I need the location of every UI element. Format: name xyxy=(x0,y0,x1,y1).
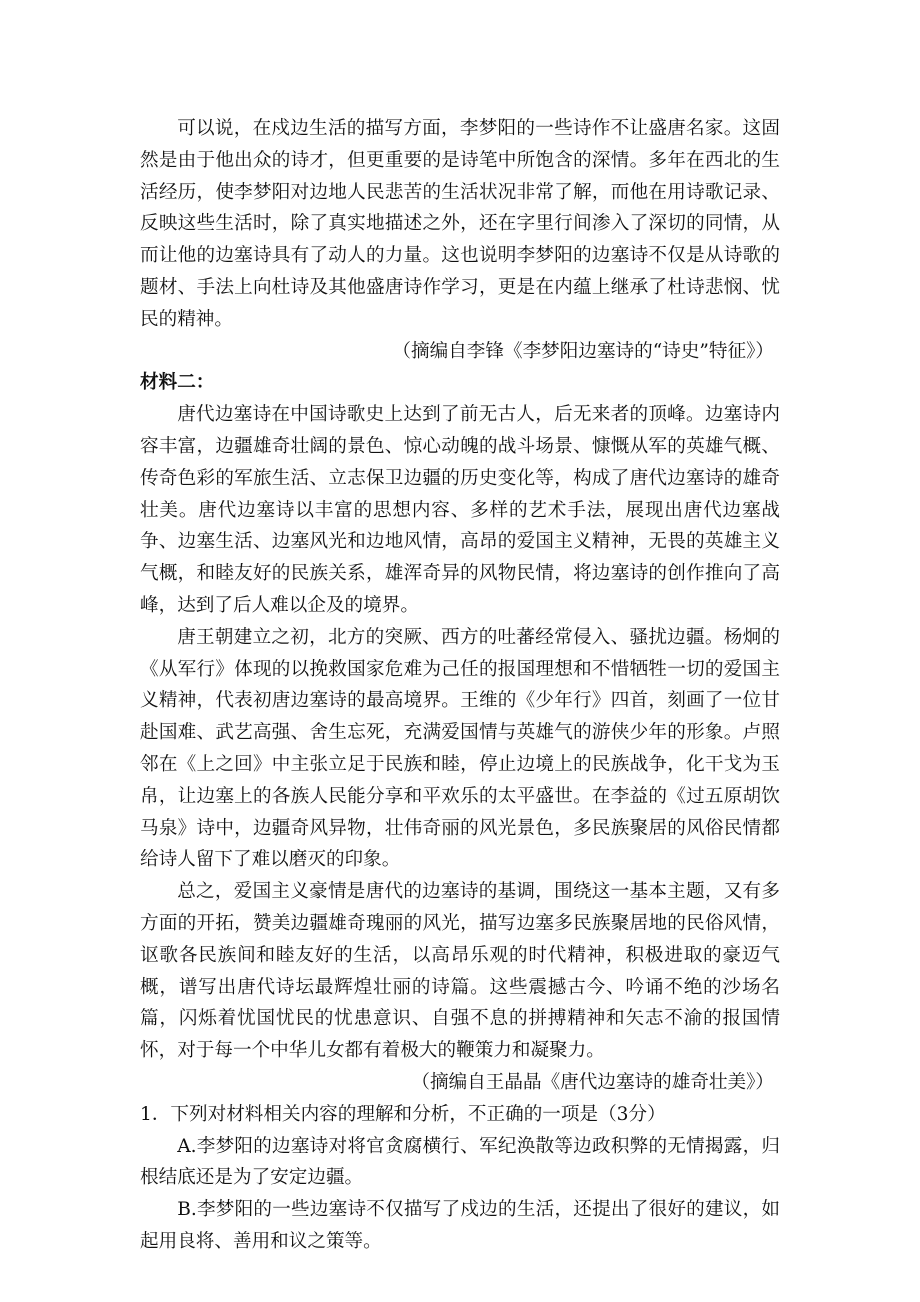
question-1-option-a: A.李梦阳的边塞诗对将官贪腐横行、军纪涣散等边政积弊的无情揭露，归根结底还是为了安定边疆。 xyxy=(140,1135,780,1189)
paragraph-tang-frontier-poetry: 唐代边塞诗在中国诗歌史上达到了前无古人，后无来者的顶峰。边塞诗内容丰富，边疆雄奇壮阔的景色、惊心动魄的战斗场景、慷慨从军的英雄气概、传奇色彩的军旅生活、立志保卫边疆的历史变化等，构成了唐代边塞诗的雄奇壮美。唐代边塞诗以丰富的思想内容、多样的艺术手法，展现出唐代边塞战争、边塞生活、边塞风光和边地风情，高昂的爱国主义精神，无畏的英雄主义气概，和睦友好的民族关系，雄浑奇异的风物民情，将边塞诗的创作推向了高峰，达到了后人难以企及的境界。 xyxy=(140,404,780,616)
question-1-option-b: B.李梦阳的一些边塞诗不仅描写了戍边的生活，还提出了很好的建议，如起用良将、善用和议之策等。 xyxy=(140,1199,780,1252)
material-2-heading: 材料二： xyxy=(140,372,215,394)
document-page xyxy=(140,113,780,1258)
source-citation-1: （摘编自李锋《李梦阳边塞诗的“诗史”特征》） xyxy=(392,340,774,362)
paragraph-early-tang-examples: 唐王朝建立之初，北方的突厥、西方的吐蕃经常侵入、骚扰边疆。杨炯的《从军行》体现的以挽救国家危难为己任的报国理想和不惜牺牲一切的爱国主义精神，代表初唐边塞诗的最高境界。王维的《少年行》四首，刻画了一位甘赴国难、武艺高强、舍生忘死，充满爱国情与英雄气的游侠少年的形象。卢照邻在《上之回》中主张立足于民族和睦，停止边境上的民族战争，化干戈为玉帛，让边塞上的各族人民能分享和平欢乐的太平盛世。在李益的《过五原胡饮马泉》诗中，边疆奇风异物，壮伟奇丽的风光景色，多民族聚居的风俗民情都给诗人留下了难以磨灭的印象。 xyxy=(140,626,780,871)
paragraph-conclusion: 总之，爱国主义豪情是唐代的边塞诗的基调，围绕这一基本主题，又有多方面的开拓，赞美边疆雄奇瑰丽的风光，描写边塞多民族聚居地的民俗风情，讴歌各民族间和睦友好的生活，以高昂乐观的时代精神，积极进取的豪迈气概，谱写出唐代诗坛最辉煌壮丽的诗篇。这些震撼古今、吟诵不绝的沙场名篇，闪烁着忧国忧民的忧患意识、自强不息的拼搏精神和矢志不渝的报国情怀，对于每一个中华儿女都有着极大的鞭策力和凝聚力。 xyxy=(140,881,780,1062)
paragraph-li-mengyang-summary: 可以说，在戍边生活的描写方面，李梦阳的一些诗作不让盛唐名家。这固然是由于他出众的诗才，但更重要的是诗笔中所饱含的深情。多年在西北的生活经历，使李梦阳对边地人民悲苦的生活状况非常了解，而他在用诗歌记录、反映这些生活时，除了真实地描述之外，还在字里行间渗入了深切的同情，从而让他的边塞诗具有了动人的力量。这也说明李梦阳的边塞诗不仅是从诗歌的题材、手法上向杜诗及其他盛唐诗作学习，更是在内蕴上继承了杜诗悲悯、忧民的精神。 xyxy=(140,118,780,330)
source-citation-2: （摘编自王晶晶《唐代边塞诗的雄奇壮美》） xyxy=(411,1071,774,1093)
question-1-stem: 1．下列对材料相关内容的理解和分析，不正确的一项是（3分） xyxy=(140,1103,666,1125)
